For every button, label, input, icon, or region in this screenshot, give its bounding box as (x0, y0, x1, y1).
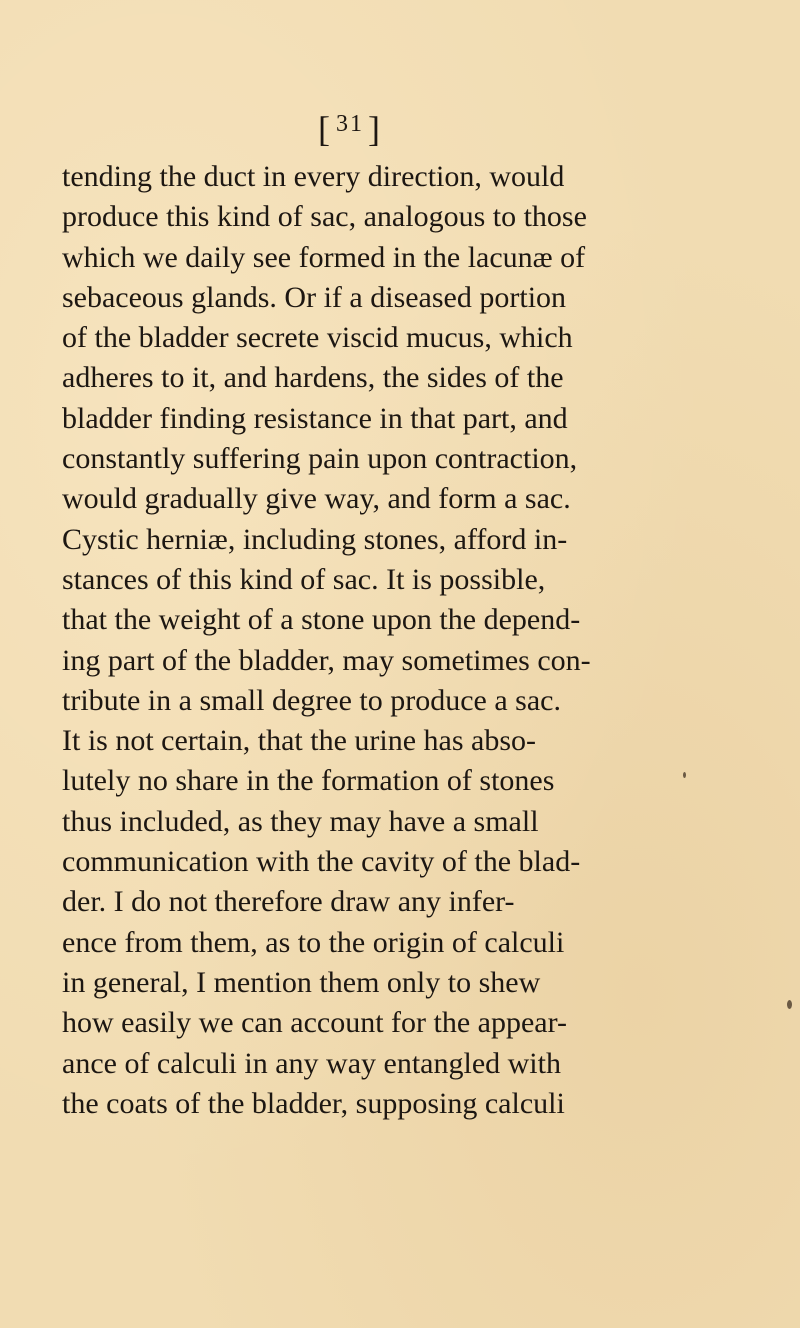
text-line: Cystic herniæ, including stones, afford in- (62, 522, 568, 556)
text-line: constantly suffering pain upon contraction, (62, 442, 578, 476)
text-line: that the weight of a stone upon the depend- (62, 603, 581, 637)
text-line: bladder finding resistance in that part, and (62, 401, 568, 435)
page-number-open-bracket: [ (318, 109, 332, 149)
text-line: of the bladder secrete viscid mucus, which (62, 321, 573, 355)
body-text (62, 157, 702, 1124)
text-line: tending the duct in every direction, would (62, 160, 565, 193)
text-line: It is not certain, that the urine has abso- (62, 724, 537, 758)
text-line: sebaceous glands. Or if a diseased portion (62, 280, 567, 314)
text-line: which we daily see formed in the lacunæ of (62, 240, 586, 274)
text-line: produce this kind of sac, analogous to those (62, 200, 587, 234)
paper-speck (787, 1000, 792, 1009)
page-number (318, 108, 382, 150)
text-line: communication with the cavity of the blad- (62, 845, 581, 879)
text-line: adheres to it, and hardens, the sides of the (62, 361, 564, 395)
text-line: stances of this kind of sac. It is possible, (62, 562, 546, 596)
text-line: ing part of the bladder, may sometimes con- (62, 643, 591, 677)
page-number-close-bracket: ] (368, 109, 382, 149)
text-line: in general, I mention them only to shew (62, 965, 541, 999)
text-line: ence from them, as to the origin of calculi (62, 925, 565, 959)
text-line: ance of calculi in any way entangled with (62, 1046, 561, 1080)
text-line: der. I do not therefore draw any infer- (62, 885, 515, 919)
text-line: tribute in a small degree to produce a sac. (62, 683, 561, 717)
page-number-value: 31 (336, 111, 364, 137)
text-line: lutely no share in the formation of stones (62, 764, 555, 798)
paper-speck (683, 772, 686, 778)
text-line: thus included, as they may have a small (62, 804, 539, 838)
text-line: would gradually give way, and form a sac. (62, 482, 571, 516)
text-line: the coats of the bladder, supposing calculi (62, 1086, 565, 1120)
text-line: how easily we can account for the appear- (62, 1006, 567, 1040)
